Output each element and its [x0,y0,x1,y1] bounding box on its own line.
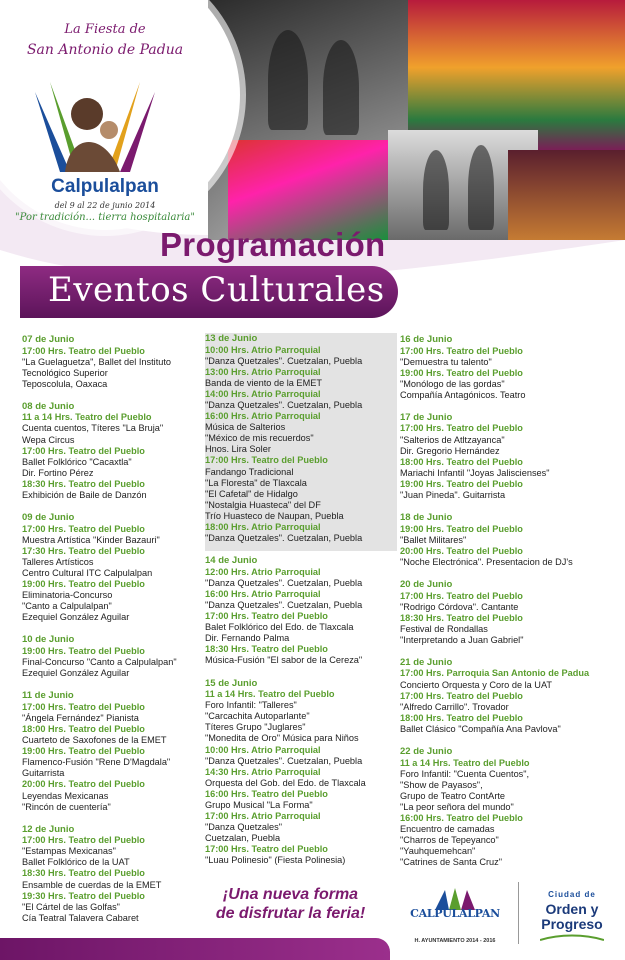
event-description: "México de mis recuerdos" [205,433,314,444]
event-description: Wepa Circus [22,434,75,445]
event-description: Mariachi Infantil "Joyas Jaliscienses" [400,467,550,478]
event-time-venue: 17:00 Hrs. Teatro del Pueblo [22,345,145,356]
event-description: "Monólogo de las gordas" [400,378,505,389]
swoosh-icon [540,934,604,942]
event-description: "Danza Quetzales". Cuetzalan, Puebla [205,355,363,366]
day-block [22,334,202,390]
event-description: "Noche Electrónica". Presentacion de DJ's [400,556,573,567]
event-description: "Danza Quetzales". Cuetzalan, Puebla [205,533,363,544]
event-description: "Show de Payasos", [400,779,483,790]
event-description: Tecnológico Superior [22,367,108,378]
event-description: Talleres Artísticos [22,556,94,567]
event-description: "El Cártel de las Golfas" [22,901,120,912]
event-time-venue: 17:00 Hrs. Teatro del Pueblo [22,835,145,846]
event-description: "Monedita de Oro" Música para Niños [205,733,359,744]
event-description: Banda de viento de la EMET [205,377,322,388]
day-date: 18 de Junio [400,512,453,524]
day-block [400,334,620,401]
festival-line1: La Fiesta de [64,22,146,37]
event-time-venue: 19:00 Hrs. Teatro del Pueblo [22,579,145,590]
event-time-venue: 17:00 Hrs. Teatro del Pueblo [400,690,523,701]
event-time-venue: 18:00 Hrs. Atrio Parroquial [205,522,321,532]
day-date: 21 de Junio [400,656,453,668]
event-time-venue: 16:00 Hrs. Atrio Parroquial [205,588,321,599]
event-time-venue: 19:00 Hrs. Teatro del Pueblo [22,645,145,656]
eventos-title: Eventos Culturales [48,270,385,310]
orden-title [522,902,622,932]
orden-small: Ciudad de [548,890,596,899]
festival-motto: "Por tradición... tierra hospitalaria" [15,212,195,223]
event-description: Encuentro de camadas [400,824,495,835]
day-date: 15 de Junio [205,677,258,689]
event-time-venue: 17:00 Hrs. Teatro del Pueblo [205,611,328,622]
event-time-venue: 11 a 14 Hrs. Teatro del Pueblo [205,689,335,700]
event-time-venue: 10:00 Hrs. Atrio Parroquial [205,344,321,355]
event-description: Foro Infantil: "Talleres" [205,700,297,711]
event-time-venue: 19:00 Hrs. Teatro del Pueblo [22,746,145,757]
event-time-venue: 20:00 Hrs. Teatro del Pueblo [400,545,523,556]
event-time-venue: 14:30 Hrs. Atrio Parroquial [205,766,321,777]
day-block [400,412,620,501]
event-time-venue: 11 a 14 Hrs. Teatro del Pueblo [400,757,530,768]
event-time-venue: 19:30 Hrs. Teatro del Pueblo [22,890,145,901]
event-description: "La Floresta" de Tlaxcala [205,477,307,488]
event-time-venue: 17:00 Hrs. Teatro del Pueblo [22,445,145,456]
day-date: 10 de Junio [22,634,75,646]
event-description: Compañía Antagónicos. Teatro [400,389,526,400]
event-time-venue: 18:30 Hrs. Teatro del Pueblo [400,612,523,623]
program-column-3 [400,334,620,879]
event-description: Ezequiel González Aguilar [22,668,130,679]
day-date: 12 de Junio [22,823,75,835]
day-block [22,824,202,924]
footer-bar [0,938,390,960]
event-description: Muestra Artística "Kinder Bazauri" [22,534,160,545]
event-time-venue: 12:00 Hrs. Atrio Parroquial [205,566,321,577]
event-time-venue: 17:00 Hrs. Teatro del Pueblo [400,590,523,601]
event-description: "Luau Polinesio" (Fiesta Polinesia) [205,855,346,866]
event-description: "Danza Quetzales". Cuetzalan, Puebla [205,399,363,410]
event-description: Grupo Musical "La Forma" [205,799,313,810]
event-time-venue: 16:00 Hrs. Atrio Parroquial [205,411,321,422]
festival-line2: San Antonio de Padua [26,42,184,58]
photo-puppets [508,150,625,240]
event-description: Cuenta cuentos, Títeres "La Bruja" [22,423,164,434]
event-description: Orquesta del Gob. del Edo. de Tlaxcala [205,777,366,788]
event-description: Ballet Clásico "Compañía Ana Pavlova" [400,723,561,734]
event-description: Grupo de Teatro ContArte [400,790,506,801]
photo-ribbon-dance [228,140,388,240]
event-description: "Danza Quetzales". Cuetzalan, Puebla [205,599,363,610]
program-column-1 [22,334,202,935]
event-description: "Rodrigo Córdova". Cantante [400,601,519,612]
slogan-line1: ¡Una nueva forma [222,886,359,903]
event-time-venue: 14:00 Hrs. Atrio Parroquial [205,388,321,399]
event-description: Cía Teatral Talavera Cabaret [22,912,139,923]
event-time-venue: 18:30 Hrs. Teatro del Pueblo [22,868,145,879]
day-date: 09 de Junio [22,512,75,524]
event-time-venue: 19:00 Hrs. Teatro del Pueblo [400,478,523,489]
event-description: Guitarrista [22,768,65,779]
event-description: Dir. Gregorio Hernández [400,445,500,456]
event-time-venue: 18:30 Hrs. Teatro del Pueblo [205,644,328,655]
event-description: "Interpretando a Juan Gabriel" [400,634,524,645]
event-time-venue: 17:00 Hrs. Teatro del Pueblo [22,701,145,712]
event-time-venue: 17:30 Hrs. Teatro del Pueblo [22,545,145,556]
programacion-title: Programación [160,226,386,263]
day-block [22,401,202,501]
day-block [400,579,620,646]
event-description: "Danza Quetzales". Cuetzalan, Puebla [205,577,363,588]
event-time-venue: 18:30 Hrs. Teatro del Pueblo [22,478,145,489]
event-description: "Demuestra tu talento" [400,356,492,367]
event-description: "Ángela Fernández" Pianista [22,712,139,723]
day-date: 07 de Junio [22,334,75,345]
event-time-venue: 17:00 Hrs. Teatro del Pueblo [400,345,523,356]
event-description: "Nostalgia Huasteca" del DF [205,499,321,510]
event-description: "Danza Quetzales". Cuetzalan, Puebla [205,755,363,766]
event-description: Teposcolula, Oaxaca [22,378,108,389]
event-description: "La Guelaguetza", Ballet del Instituto [22,356,172,367]
day-block [400,512,620,568]
event-time-venue: 18:00 Hrs. Teatro del Pueblo [400,712,523,723]
photo-collage [208,0,625,240]
event-description: Títeres Grupo "Juglares" [205,722,306,733]
footer-divider [518,882,519,944]
event-description: Cuetzalan, Puebla [205,833,281,844]
day-date: 22 de Junio [400,746,453,758]
day-block [22,690,202,812]
day-date: 14 de Junio [205,555,258,567]
day-date: 11 de Junio [22,690,74,702]
event-description: Ezequiel González Aguilar [22,612,130,623]
event-description: Trío Huasteco de Naupan, Puebla [205,510,344,521]
event-description: Dir. Fortino Pérez [22,467,94,478]
event-description: Foro Infantil: "Cuenta Cuentos", [400,768,530,779]
slogan [188,885,393,923]
day-block [22,512,202,623]
event-time-venue: 17:00 Hrs. Atrio Parroquial [205,811,321,822]
event-time-venue: 17:00 Hrs. Teatro del Pueblo [22,523,145,534]
event-description: Fandango Tradicional [205,466,294,477]
event-description: Leyendas Mexicanas [22,790,109,801]
event-time-venue: 13:00 Hrs. Atrio Parroquial [205,366,321,377]
day-block [400,746,620,868]
event-description: "Juan Pineda". Guitarrista [400,490,506,501]
day-block [205,555,397,666]
event-description: "Charros de Tepeyanco" [400,835,499,846]
event-description: Ensamble de cuerdas de la EMET [22,879,162,890]
event-description: "Canto a Calpulalpan" [22,601,112,612]
event-description: "Ballet Militares" [400,534,467,545]
event-description: Balet Folklórico del Edo. de Tlaxcala [205,622,354,633]
event-time-venue: 20:00 Hrs. Teatro del Pueblo [22,779,145,790]
event-description: "La peor señora del mundo" [400,801,514,812]
day-date: 17 de Junio [400,411,453,423]
event-time-venue: 19:00 Hrs. Teatro del Pueblo [400,523,523,534]
event-description: Eliminatoria-Concurso [22,590,113,601]
event-time-venue: 16:00 Hrs. Teatro del Pueblo [205,788,328,799]
event-time-venue: 17:00 Hrs. Teatro del Pueblo [400,423,523,434]
day-date: 20 de Junio [400,579,453,590]
footer-logo-name: CALPULALPAN [410,907,500,920]
event-description: "El Cafetal" de Hidalgo [205,488,298,499]
event-time-venue: 17:00 Hrs. Parroquia San Antonio de Padua [400,668,590,679]
program-column-2 [205,333,397,878]
event-description: Hnos. Lira Soler [205,444,271,455]
photo-musicians [208,0,408,140]
event-time-venue: 19:00 Hrs. Teatro del Pueblo [400,367,523,378]
event-time-venue: 17:00 Hrs. Teatro del Pueblo [205,455,328,466]
saint-logo-icon [25,72,165,182]
photo-dancers [408,0,625,150]
event-description: "Rincón de cuentería" [22,801,111,812]
day-date: 13 de Junio [205,333,258,344]
orden-line1: Orden y [545,901,599,917]
event-time-venue: 11 a 14 Hrs. Teatro del Pueblo [22,412,152,423]
event-description: "Danza Quetzales" [205,822,282,833]
event-description: "Salterios de Atltzayanca" [400,434,505,445]
festival-dates: del 9 al 22 de junio 2014 [54,201,156,210]
event-description: Cuarteto de Saxofones de la EMET [22,735,167,746]
event-time-venue: 17:00 Hrs. Teatro del Pueblo [205,844,328,855]
event-description: Exhibición de Baile de Danzón [22,490,147,501]
day-block [205,333,397,544]
event-description: "Carcachita Autoparlante" [205,711,310,722]
event-description: Ballet Folklórico "Cacaxtla" [22,456,132,467]
event-description: "Catrines de Santa Cruz" [400,857,503,868]
footer-logo-sub: H. AYUNTAMIENTO 2014 - 2016 [414,938,496,944]
event-description: Concierto Orquesta y Coro de la UAT [400,679,552,690]
event-description: Flamenco-Fusión "Rene D'Magdala" [22,757,171,768]
event-description: "Alfredo Carrillo". Trovador [400,701,509,712]
event-description: Música de Salterios [205,422,286,433]
event-description: Festival de Rondallas [400,623,488,634]
event-description: Música-Fusión "El sabor de la Cereza" [205,655,363,666]
day-block [205,678,397,867]
event-time-venue: 10:00 Hrs. Atrio Parroquial [205,744,321,755]
event-time-venue: 18:00 Hrs. Teatro del Pueblo [400,456,523,467]
event-description: Dir. Fernando Palma [205,633,290,644]
day-block [22,634,202,679]
day-date: 08 de Junio [22,400,75,412]
event-description: "Estampas Mexicanas" [22,846,116,857]
event-description: Centro Cultural ITC Calpulalpan [22,568,153,578]
city-name: Calpulalpan [51,176,159,197]
event-time-venue: 16:00 Hrs. Teatro del Pueblo [400,813,523,823]
day-block [400,657,620,735]
slogan-line2: de disfrutar la feria! [215,905,366,922]
day-date: 16 de Junio [400,334,453,345]
event-description: "Yauhquemehcan" [400,846,476,857]
event-time-venue: 18:00 Hrs. Teatro del Pueblo [22,723,145,734]
orden-line2: Progreso [541,916,603,932]
event-description: Final-Concurso "Canto a Calpulalpan" [22,657,177,668]
event-description: Ballet Folklórico de la UAT [22,857,130,868]
